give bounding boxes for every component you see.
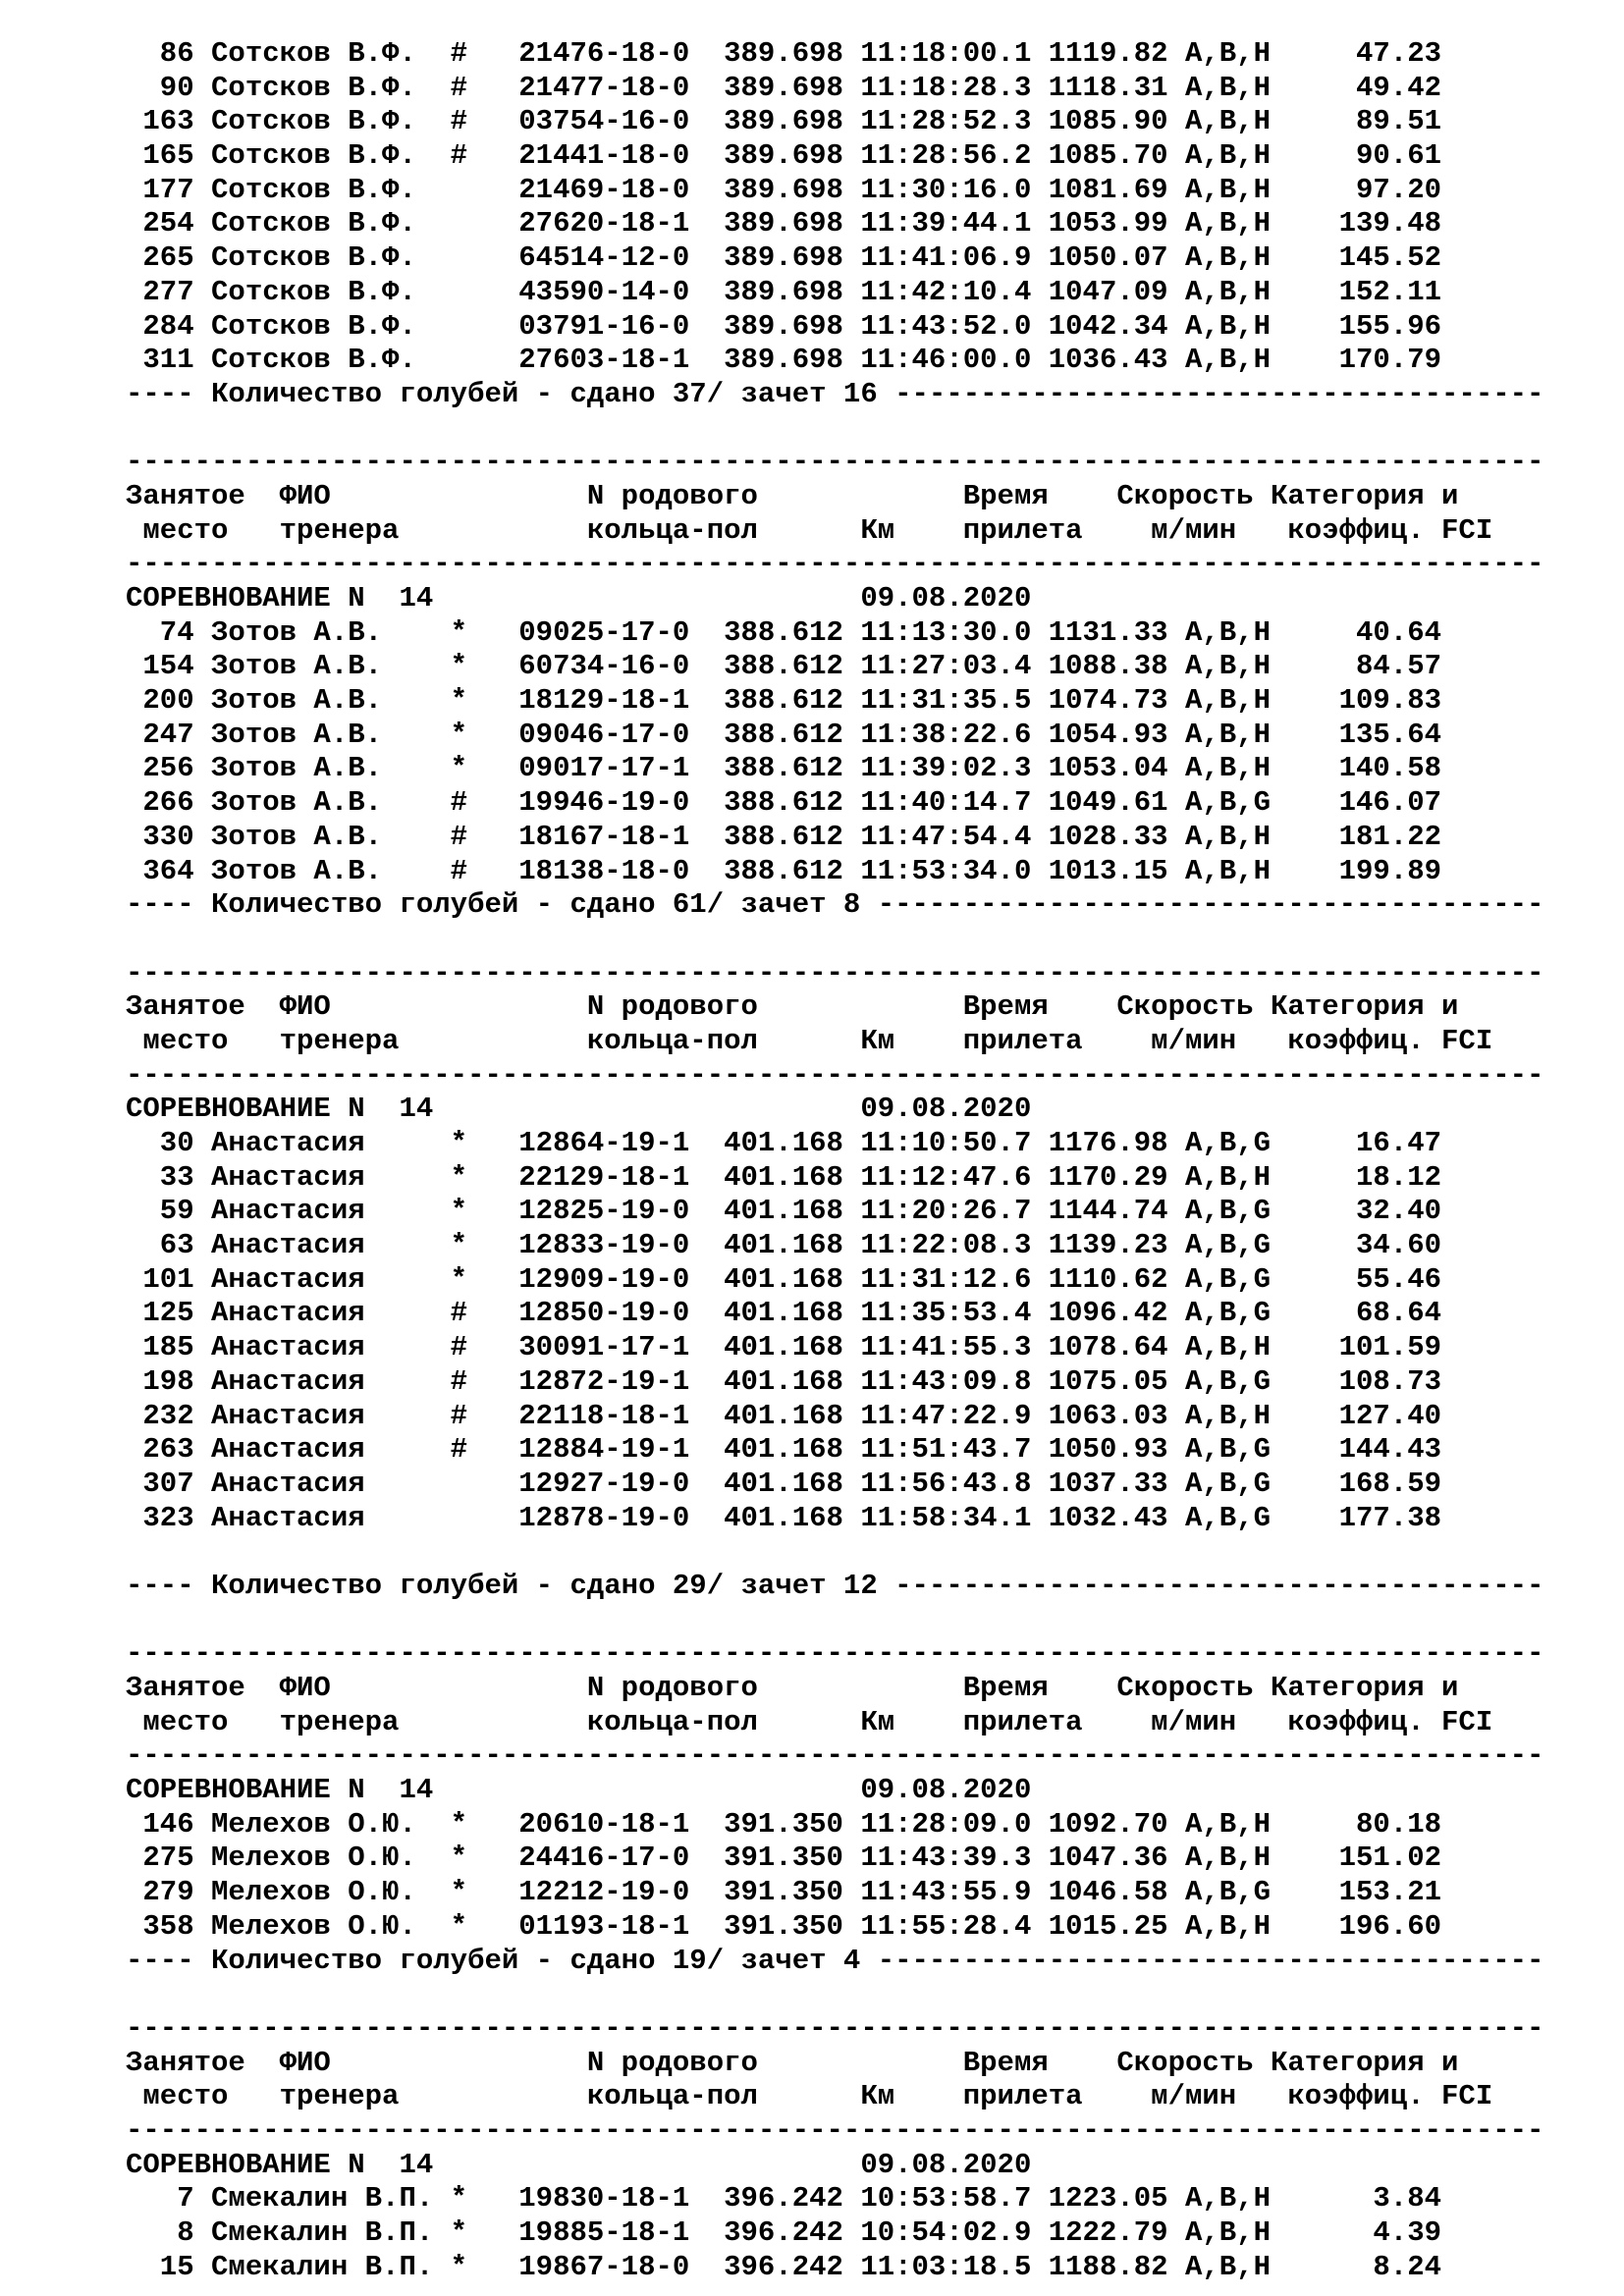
result-row: 198 Анастасия # 12872-19-1 401.168 11:43:09.8 1075.05 A,B,G 108.73 — [126, 1364, 1442, 1398]
competition-heading: СОРЕВНОВАНИЕ N 14 09.08.2020 — [126, 1093, 1032, 1126]
result-row: 177 Сотсков В.Ф. 21469-18-0 389.698 11:30:16.0 1081.69 A,B,H 97.20 — [126, 173, 1442, 206]
result-row: 154 Зотов А.В. * 60734-16-0 388.612 11:27:03.4 1088.38 A,B,H 84.57 — [126, 650, 1442, 683]
result-row: 33 Анастасия * 22129-18-1 401.168 11:12:47.6 1170.29 A,B,H 18.12 — [126, 1160, 1442, 1194]
result-row: 200 Зотов А.В. * 18129-18-1 388.612 11:31:35.5 1074.73 A,B,H 109.83 — [126, 684, 1442, 718]
competition-heading: СОРЕВНОВАНИЕ N 14 09.08.2020 — [126, 2148, 1032, 2181]
table-header-line2: место тренера кольца-пол Км прилета м/мин коэффиц. FCI — [126, 1024, 1493, 1057]
result-row: 30 Анастасия * 12864-19-1 401.168 11:10:50.7 1176.98 A,B,G 16.47 — [126, 1127, 1442, 1159]
result-row: 358 Мелехов О.Ю. * 01193-18-1 391.350 11:55:28.4 1015.25 A,B,H 196.60 — [126, 1909, 1442, 1943]
table-header-line1: Занятое ФИО N родового Время Скорость Категория и — [126, 990, 1459, 1024]
competition-heading: СОРЕВНОВАНИЕ N 14 09.08.2020 — [126, 582, 1032, 614]
result-row: 86 Сотсков В.Ф. # 21476-18-0 389.698 11:18:00.1 1119.82 A,B,H 47.23 — [126, 37, 1442, 70]
competition-heading: СОРЕВНОВАНИЕ N 14 09.08.2020 — [126, 1774, 1032, 1807]
divider: ----------------------------------------------------------------------------------- — [126, 956, 1544, 989]
table-header-line1: Занятое ФИО N родового Время Скорость Категория и — [126, 2046, 1459, 2079]
result-row: 284 Сотсков В.Ф. 03791-16-0 389.698 11:43:52.0 1042.34 A,B,H 155.96 — [126, 309, 1442, 343]
result-row: 279 Мелехов О.Ю. * 12212-19-0 391.350 11:43:55.9 1046.58 A,B,G 153.21 — [126, 1876, 1442, 1909]
result-row: 7 Смекалин В.П. * 19830-18-1 396.242 10:53:58.7 1223.05 A,B,H 3.84 — [126, 2182, 1442, 2216]
table-header-line1: Занятое ФИО N родового Время Скорость Категория и — [126, 479, 1459, 512]
divider: ----------------------------------------------------------------------------------- — [126, 2113, 1544, 2147]
result-row: 63 Анастасия * 12833-19-0 401.168 11:22:08.3 1139.23 A,B,G 34.60 — [126, 1229, 1442, 1262]
result-row: 330 Зотов А.В. # 18167-18-1 388.612 11:47:54.4 1028.33 A,B,H 181.22 — [126, 820, 1442, 853]
result-row: 8 Смекалин В.П. * 19885-18-1 396.242 10:54:02.9 1222.79 A,B,H 4.39 — [126, 2216, 1442, 2249]
pigeon-count-summary: ---- Количество голубей - сдано 61/ зачет 8 --------------------------------------- — [126, 888, 1544, 922]
result-row: 323 Анастасия 12878-19-0 401.168 11:58:34.1 1032.43 A,B,G 177.38 — [126, 1501, 1442, 1534]
pigeon-count-summary: ---- Количество голубей - сдано 29/ зачет 12 -------------------------------------- — [126, 1569, 1544, 1602]
result-row: 307 Анастасия 12927-19-0 401.168 11:56:43.8 1037.33 A,B,G 168.59 — [126, 1467, 1442, 1500]
result-row: 59 Анастасия * 12825-19-0 401.168 11:20:26.7 1144.74 A,B,G 32.40 — [126, 1195, 1442, 1228]
result-row: 90 Сотсков В.Ф. # 21477-18-0 389.698 11:18:28.3 1118.31 A,B,H 49.42 — [126, 71, 1442, 104]
result-row: 165 Сотсков В.Ф. # 21441-18-0 389.698 11:28:56.2 1085.70 A,B,H 90.61 — [126, 139, 1442, 173]
result-row: 265 Сотсков В.Ф. 64514-12-0 389.698 11:41:06.9 1050.07 A,B,H 145.52 — [126, 241, 1442, 275]
result-row: 185 Анастасия # 30091-17-1 401.168 11:41:55.3 1078.64 A,B,H 101.59 — [126, 1331, 1442, 1364]
result-row: 277 Сотсков В.Ф. 43590-14-0 389.698 11:42:10.4 1047.09 A,B,H 152.11 — [126, 275, 1442, 308]
result-row: 15 Смекалин В.П. * 19867-18-0 396.242 11:03:18.5 1188.82 A,B,H 8.24 — [126, 2250, 1442, 2283]
divider: ----------------------------------------------------------------------------------- — [126, 548, 1544, 581]
result-row: 364 Зотов А.В. # 18138-18-0 388.612 11:53:34.0 1013.15 A,B,H 199.89 — [126, 854, 1442, 887]
pigeon-count-summary: ---- Количество голубей - сдано 37/ зачет 16 -------------------------------------- — [126, 377, 1544, 410]
result-row: 275 Мелехов О.Ю. * 24416-17-0 391.350 11:43:39.3 1047.36 A,B,H 151.02 — [126, 1842, 1442, 1875]
table-header-line2: место тренера кольца-пол Км прилета м/мин коэффиц. FCI — [126, 2080, 1493, 2113]
divider: ----------------------------------------------------------------------------------- — [126, 1058, 1544, 1092]
table-header-line2: место тренера кольца-пол Км прилета м/мин коэффиц. FCI — [126, 513, 1493, 547]
divider: ----------------------------------------------------------------------------------- — [126, 2011, 1544, 2045]
result-row: 146 Мелехов О.Ю. * 20610-18-1 391.350 11:28:09.0 1092.70 A,B,H 80.18 — [126, 1807, 1442, 1841]
results-document — [126, 37, 1598, 2284]
table-header-line2: место тренера кольца-пол Км прилета м/мин коэффиц. FCI — [126, 1705, 1493, 1738]
result-row: 125 Анастасия # 12850-19-0 401.168 11:35:53.4 1096.42 A,B,G 68.64 — [126, 1297, 1442, 1330]
result-row: 254 Сотсков В.Ф. 27620-18-1 389.698 11:39:44.1 1053.99 A,B,H 139.48 — [126, 207, 1442, 240]
spacer — [126, 1978, 1598, 2012]
result-row: 74 Зотов А.В. * 09025-17-0 388.612 11:13:30.0 1131.33 A,B,H 40.64 — [126, 615, 1442, 649]
spacer — [126, 923, 1598, 957]
pigeon-count-summary: ---- Количество голубей - сдано 19/ зачет 4 --------------------------------------- — [126, 1944, 1544, 1977]
result-row: 232 Анастасия # 22118-18-1 401.168 11:47:22.9 1063.03 A,B,H 127.40 — [126, 1399, 1442, 1432]
divider: ----------------------------------------------------------------------------------- — [126, 446, 1544, 479]
result-row: 101 Анастасия * 12909-19-0 401.168 11:31:12.6 1110.62 A,B,G 55.46 — [126, 1262, 1442, 1296]
result-row: 266 Зотов А.В. # 19946-19-0 388.612 11:40:14.7 1049.61 A,B,G 146.07 — [126, 786, 1442, 820]
spacer — [126, 1535, 1598, 1570]
spacer — [126, 1604, 1598, 1638]
result-row: 256 Зотов А.В. * 09017-17-1 388.612 11:39:02.3 1053.04 A,B,H 140.58 — [126, 752, 1442, 785]
table-header-line1: Занятое ФИО N родового Время Скорость Категория и — [126, 1672, 1459, 1704]
result-row: 163 Сотсков В.Ф. # 03754-16-0 389.698 11:28:52.3 1085.90 A,B,H 89.51 — [126, 105, 1442, 138]
result-row: 311 Сотсков В.Ф. 27603-18-1 389.698 11:46:00.0 1036.43 A,B,H 170.79 — [126, 344, 1442, 377]
result-row: 263 Анастасия # 12884-19-1 401.168 11:51:43.7 1050.93 A,B,G 144.43 — [126, 1433, 1442, 1467]
result-row: 247 Зотов А.В. * 09046-17-0 388.612 11:38:22.6 1054.93 A,B,H 135.64 — [126, 718, 1442, 751]
spacer — [126, 412, 1598, 447]
divider: ----------------------------------------------------------------------------------- — [126, 1739, 1544, 1773]
divider: ----------------------------------------------------------------------------------- — [126, 1637, 1544, 1671]
